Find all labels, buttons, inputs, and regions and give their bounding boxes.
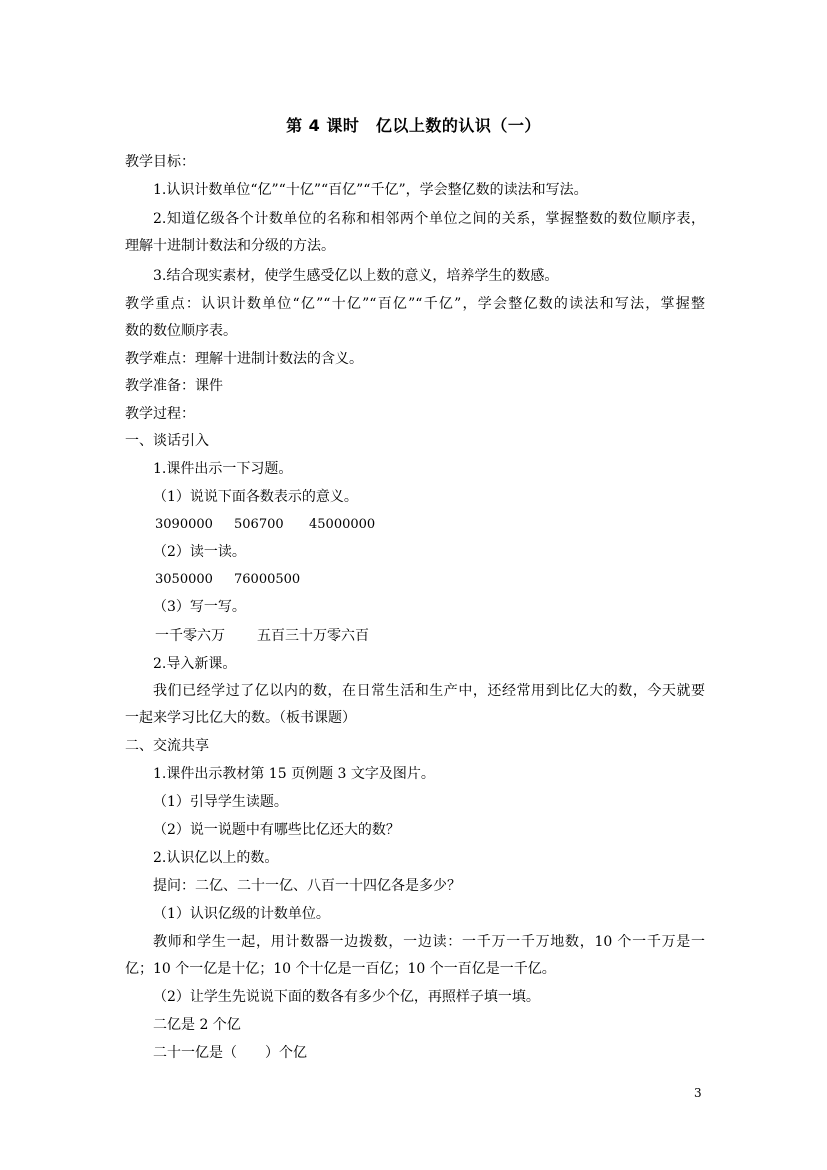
section-1-heading: 一、谈话引入 — [125, 433, 209, 449]
section-2-sub-2: （2）让学生先说说下面的数各有多少个亿，再照样子填一填。 — [153, 989, 540, 1005]
section-2-question-2: （2）说一说题中有哪些比亿还大的数？ — [153, 822, 400, 838]
section-1-step-2: 2.导入新课。 — [153, 656, 237, 672]
number-item: 506700 — [234, 517, 284, 532]
number-item: 76000500 — [234, 572, 301, 587]
process-heading: 教学过程： — [125, 406, 195, 422]
page-number: 3 — [694, 1086, 702, 1100]
number-item: 3050000 — [155, 572, 213, 587]
page-title: 第 4 课时 亿以上数的认识（一） — [286, 116, 541, 135]
section-1-question-1: （1）说说下面各数表示的意义。 — [153, 489, 358, 505]
write-item: 一千零六万 — [155, 628, 225, 644]
fill-example: 二亿是 2 个亿 — [153, 1017, 241, 1033]
preparation-text: 教学准备：课件 — [125, 378, 223, 394]
key-points-line-1: 教学重点：认识计数单位“亿”“十亿”“百亿”“千亿”，学会整亿数的读法和写法，掌握整 — [125, 296, 705, 312]
objective-item-2-line-1: 2.知道亿级各个计数单位的名称和相邻两个单位之间的关系，掌握整数的数位顺序表， — [153, 211, 705, 227]
fill-blank: 二十一亿是（ ）个亿 — [153, 1045, 307, 1061]
objective-item-3: 3.结合现实素材，使学生感受亿以上数的意义，培养学生的数感。 — [153, 268, 559, 284]
section-2-sub-1: （1）认识亿级的计数单位。 — [153, 906, 330, 922]
difficulty-text: 教学难点：理解十进制计数法的含义。 — [125, 351, 363, 367]
intro-paragraph-line-1: 我们已经学过了亿以内的数，在日常生活和生产中，还经常用到比亿大的数，今天就要 — [153, 683, 705, 699]
key-points-line-2: 数的数位顺序表。 — [125, 323, 237, 339]
teaching-paragraph-line-1: 教师和学生一起，用计数器一边拨数，一边读：一千万一千万地数，10 个一千万是一 — [153, 934, 705, 950]
section-1-question-3: （3）写一写。 — [153, 599, 246, 615]
number-item: 3090000 — [155, 517, 213, 532]
section-2-heading: 二、交流共享 — [125, 738, 209, 754]
section-2-prompt: 提问：二亿、二十一亿、八百一十四亿各是多少？ — [153, 878, 461, 894]
number-item: 45000000 — [309, 517, 376, 532]
objective-item-2-line-2: 理解十进制计数法和分级的方法。 — [125, 238, 335, 254]
write-item: 五百三十万零六百 — [257, 628, 369, 644]
section-2-question-1: （1）引导学生读题。 — [153, 794, 288, 810]
intro-paragraph-line-2: 一起来学习比亿大的数。（板书课题） — [125, 710, 356, 726]
section-1-step-1: 1.课件出示一下习题。 — [153, 461, 293, 477]
objective-item-1: 1.认识计数单位“亿”“十亿”“百亿”“千亿”，学会整亿数的读法和写法。 — [153, 182, 588, 198]
objectives-heading: 教学目标： — [125, 154, 195, 170]
teaching-paragraph-line-2: 亿；10 个一亿是十亿；10 个十亿是一百亿；10 个一百亿是一千亿。 — [125, 961, 556, 977]
section-2-step-1: 1.课件出示教材第 15 页例题 3 文字及图片。 — [153, 766, 435, 782]
section-1-question-2: （2）读一读。 — [153, 544, 246, 560]
section-2-step-2: 2.认识亿以上的数。 — [153, 850, 279, 866]
